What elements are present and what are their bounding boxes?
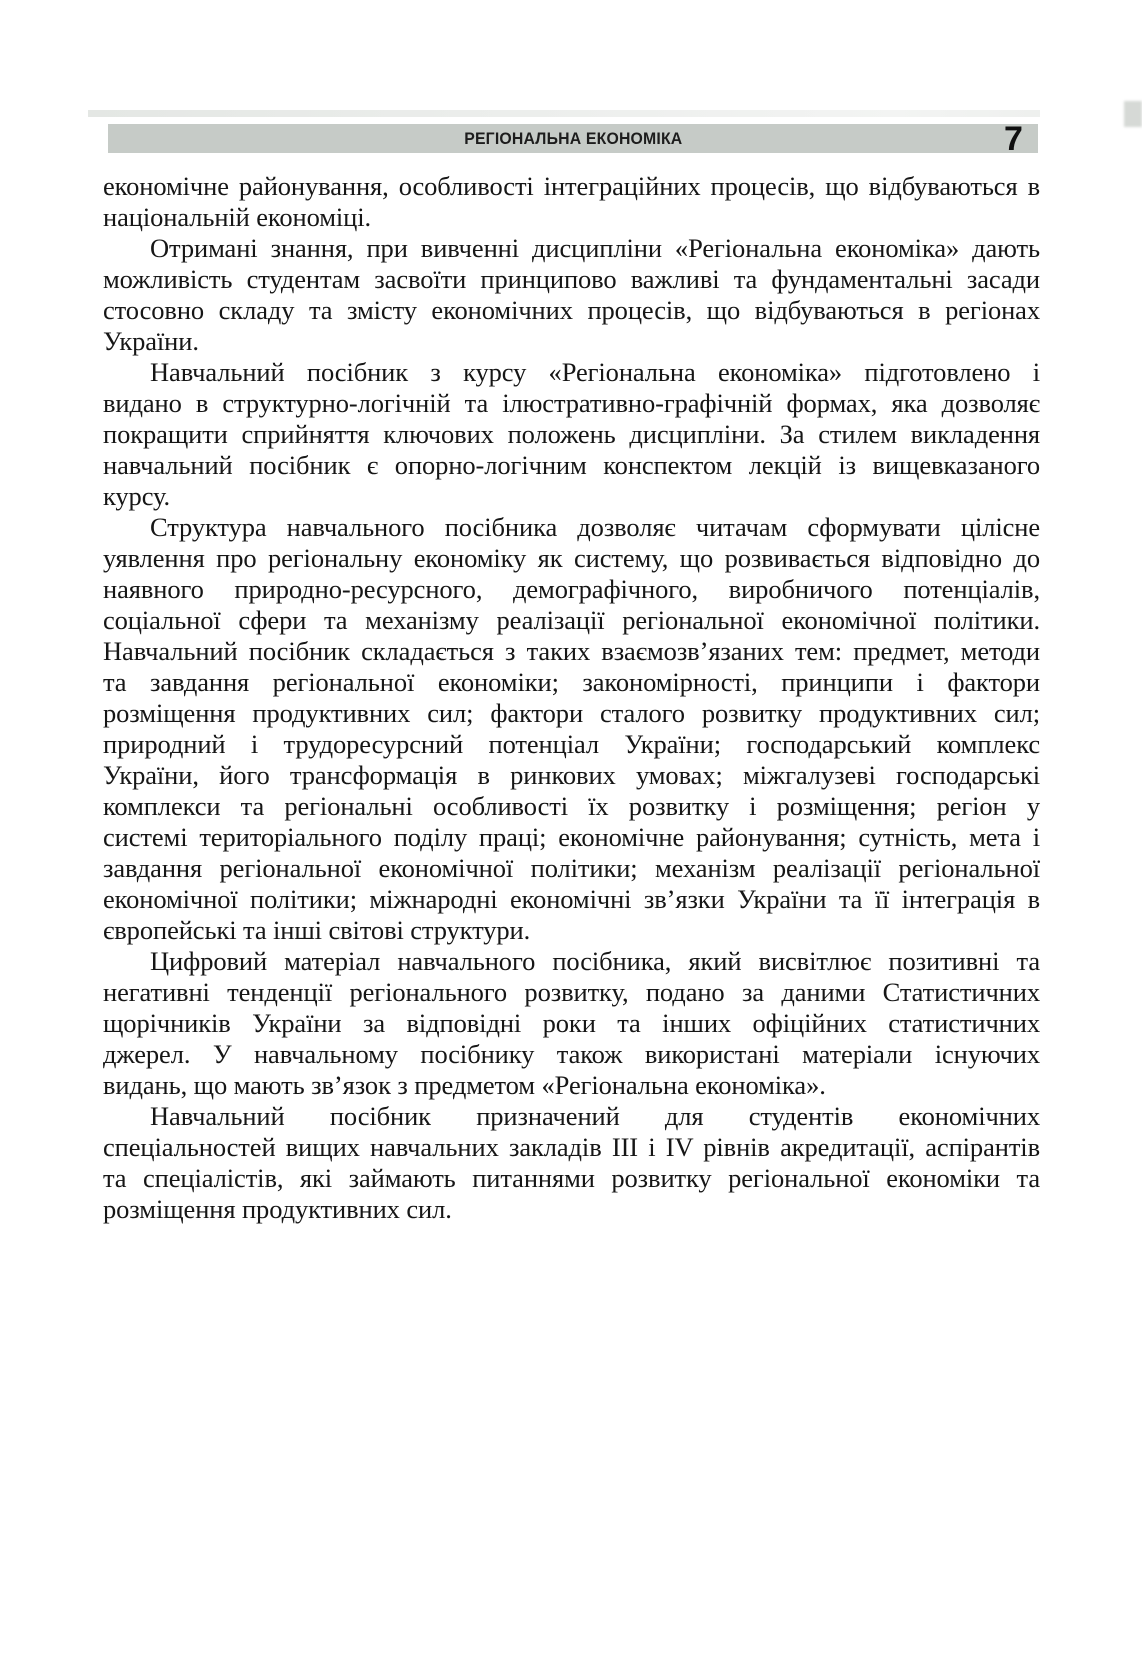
text-line: економічне районування, особливості інтеграційних процесів, що відбуваються в <box>103 171 1040 201</box>
text-line: спеціальностей вищих навчальних закладів III і IV рівнів акредитації, аспірантів <box>103 1132 1040 1162</box>
text-line: та завдання регіональної економіки; закономірності, принципи і фактори <box>103 667 1040 697</box>
text-line: України. <box>103 326 199 356</box>
paragraph <box>103 357 1040 512</box>
text-line: негативні тенденції регіонального розвитку, подано за даними Статистичних <box>103 977 1040 1007</box>
text-line: можливість студентам засвоїти принципово важливі та фундаментальні засади <box>103 264 1040 294</box>
text-line: природний і трудоресурсний потенціал України; господарський комплекс <box>103 729 1040 759</box>
text-line: Навчальний посібник призначений для студентів економічних <box>150 1101 1040 1131</box>
text-line: соціальної сфери та механізму реалізації регіональної економічної політики. <box>103 605 1040 635</box>
text-line: економічної політики; міжнародні економічні зв’язки України та її інтеграція в <box>103 884 1040 914</box>
running-header-title: РЕГІОНАЛЬНА ЕКОНОМІКА <box>463 128 683 148</box>
text-line: уявлення про регіональну економіку як систему, що розвивається відповідно до <box>103 543 1040 573</box>
paragraph <box>103 1101 1040 1225</box>
text-line: навчальний посібник є опорно-логічним конспектом лекцій із вищевказаного <box>103 450 1040 480</box>
text-line: Навчальний посібник з курсу «Регіональна економіка» підготовлено і <box>150 357 1040 387</box>
text-line: європейські та інші світові структури. <box>103 915 531 945</box>
paragraph <box>103 171 1040 233</box>
text-line: системі територіального поділу праці; економічне районування; сутність, мета і <box>103 822 1040 852</box>
page-number: 7 <box>1004 120 1023 158</box>
text-line: курсу. <box>103 481 171 511</box>
paragraph <box>103 512 1040 946</box>
text-line: Отримані знання, при вивченні дисципліни «Регіональна економіка» дають <box>150 233 1040 263</box>
text-line: комплекси та регіональні особливості їх розвитку і розміщення; регіон у <box>103 791 1040 821</box>
scan-artifact <box>1124 101 1142 127</box>
text-line: та спеціалістів, які займають питаннями розвитку регіональної економіки та <box>103 1163 1040 1193</box>
text-line: джерел. У навчальному посібнику також використані матеріали існуючих <box>103 1039 1040 1069</box>
paragraph <box>103 233 1040 357</box>
paragraph <box>103 946 1040 1101</box>
text-line: Структура навчального посібника дозволяє читачам сформувати цілісне <box>150 512 1040 542</box>
header-rule <box>88 110 1040 117</box>
text-line: завдання регіональної економічної політики; механізм реалізації регіональної <box>103 853 1040 883</box>
text-line: видано в структурно-логічній та ілюстративно-графічній формах, яка дозволяє <box>103 388 1040 418</box>
text-line: стосовно складу та змісту економічних процесів, що відбуваються в регіонах <box>103 295 1040 325</box>
text-line: Цифровий матеріал навчального посібника, який висвітлює позитивні та <box>150 946 1040 976</box>
text-line: розміщення продуктивних сил. <box>103 1194 452 1224</box>
text-line: наявного природно-ресурсного, демографічного, виробничого потенціалів, <box>103 574 1040 604</box>
page-header-bar <box>108 124 1038 153</box>
text-line: видань, що мають зв’язок з предметом «Регіональна економіка». <box>103 1070 826 1100</box>
text-line: національній економіці. <box>103 202 372 232</box>
text-line: України, його трансформація в ринкових умовах; міжгалузеві господарські <box>103 760 1040 790</box>
text-line: щорічників України за відповідні роки та інших офіційних статистичних <box>103 1008 1040 1038</box>
text-line: Навчальний посібник складається з таких взаємозв’язаних тем: предмет, методи <box>103 636 1040 666</box>
body-text <box>103 171 1040 1225</box>
text-line: розміщення продуктивних сил; фактори сталого розвитку продуктивних сил; <box>103 698 1040 728</box>
text-line: покращити сприйняття ключових положень дисципліни. За стилем викладення <box>103 419 1040 449</box>
